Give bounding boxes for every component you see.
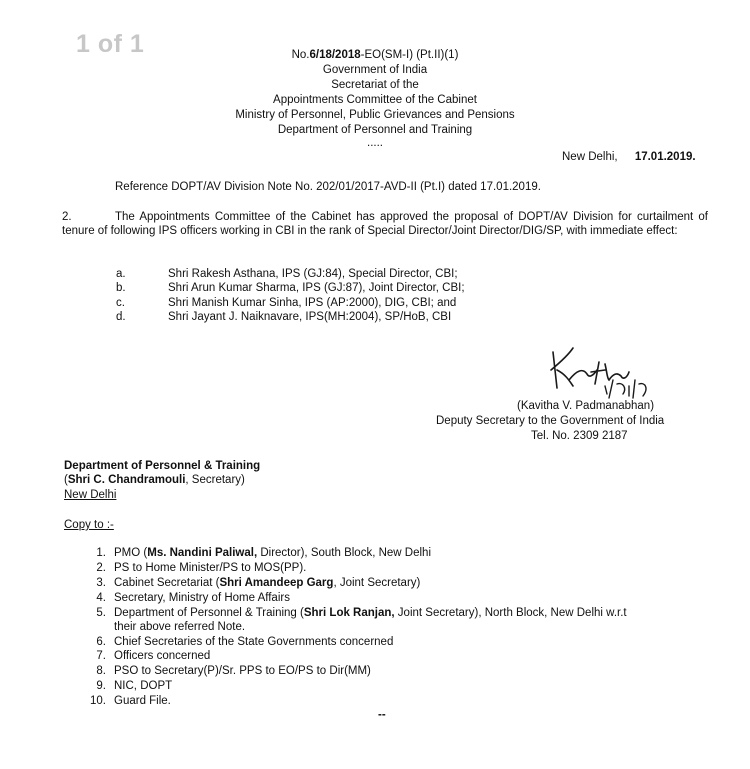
document-page: 1 of 1 No.6/18/2018-EO(SM-I) (Pt.II)(1) Government of India Secretariat of the Appointments Committee of the Cabinet Ministry of Personnel, Public Grievances and Pensions Department of Personnel and Training ..... New Delhi, 17.01.2019. Reference DOPT/AV Division Note No. 202/01/2017-AVD-II (Pt.I) dated 17.01.2019. 2. The Appointments Committee of the Cabinet has approved the proposal of DOPT/AV Division for curtailment of tenure of following IPS officers working in CBI in the rank of Special Director/Joint Director/DIG/SP, with immediate effect: a. Shri Rakesh Asthana, IPS (GJ:84), Special Director, CBI; b. Shri Arun Kumar Sharma, IPS (GJ:87), Joint Director, CBI; c. Shri Manish Kumar Sinha, IPS (AP:2000), DIG, CBI; and d. Shri Jayant J. Naiknavare, IPS(MH:2004), SP/HoB, CBI (Kavitha V. Padmanabhan) Deputy Secretary to the Government of India Tel. No. 2309 2187 Department of Personnel & Training (Shri C. Chandramouli, Secretary) New Delhi Copy to :- 1. PMO (Ms. Nandini Paliwal, Director), South Block, New Delhi 2. PS to Home Minister/PS to MOS(PP). 3. Cabinet Secretariat (Shri Amandeep Garg, Joint Secretary) 4. Secretary, Ministry of Home Affairs 5. Department of Personnel & Training (Shri Lok Ranjan, Joint Secretary), North Block, New Delhi w.r.t their above referred Note. 6. Chief Secretaries of the State Governments concerned 7. Officers concerned 8. PSO to Secretary(P)/Sr. PPS to EO/PS to Dir(MM) 9. NIC, DOPT 10. Guard File. -- [0,0,750,769]
header-line: Department of Personnel and Training [277,124,473,136]
header-line: Secretariat of the [331,79,419,91]
page-indicator: 1 of 1 [76,30,145,58]
signatory-name: (Kavitha V. Padmanabhan) [517,400,655,412]
file-number: No.6/18/2018-EO(SM-I) (Pt.II)(1) [291,49,459,61]
paragraph-number: 2. [62,211,72,223]
letter-header [0,48,750,148]
copy-to-label: Copy to :- [64,519,114,531]
header-line: Appointments Committee of the Cabinet [273,94,477,106]
signatory-designation: Deputy Secretary to the Government of India [436,415,665,427]
paragraph-2 [62,210,708,238]
place: New Delhi, [562,151,618,163]
date-line [562,150,696,164]
signatory-tel: Tel. No. 2309 2187 [531,430,628,442]
paragraph-text: The Appointments Committee of the Cabinet has approved the proposal of DOPT/AV Division for curtailment of tenure of following IPS officers working in CBI in the rank of Special Director/Joint Director/DIG/SP, with immediate effect: [62,211,708,237]
handwritten-signature [543,340,663,400]
header-dots: ..... [367,137,383,149]
recipient-person: Shri C. Chandramouli [67,474,186,486]
recipient-person-line: (Shri C. Chandramouli, Secretary) [64,474,245,486]
recipient-dept: Department of Personnel & Training [64,460,261,472]
letter-date: 17.01.2019. [634,151,696,163]
header-line: Government of India [322,64,428,76]
header-line: Ministry of Personnel, Public Grievances and Pensions [235,109,515,121]
reference-line: Reference DOPT/AV Division Note No. 202/01/2017-AVD-II (Pt.I) dated 17.01.2019. [115,181,541,193]
footer-mark: -- [378,709,386,721]
recipient-city: New Delhi [64,489,117,501]
